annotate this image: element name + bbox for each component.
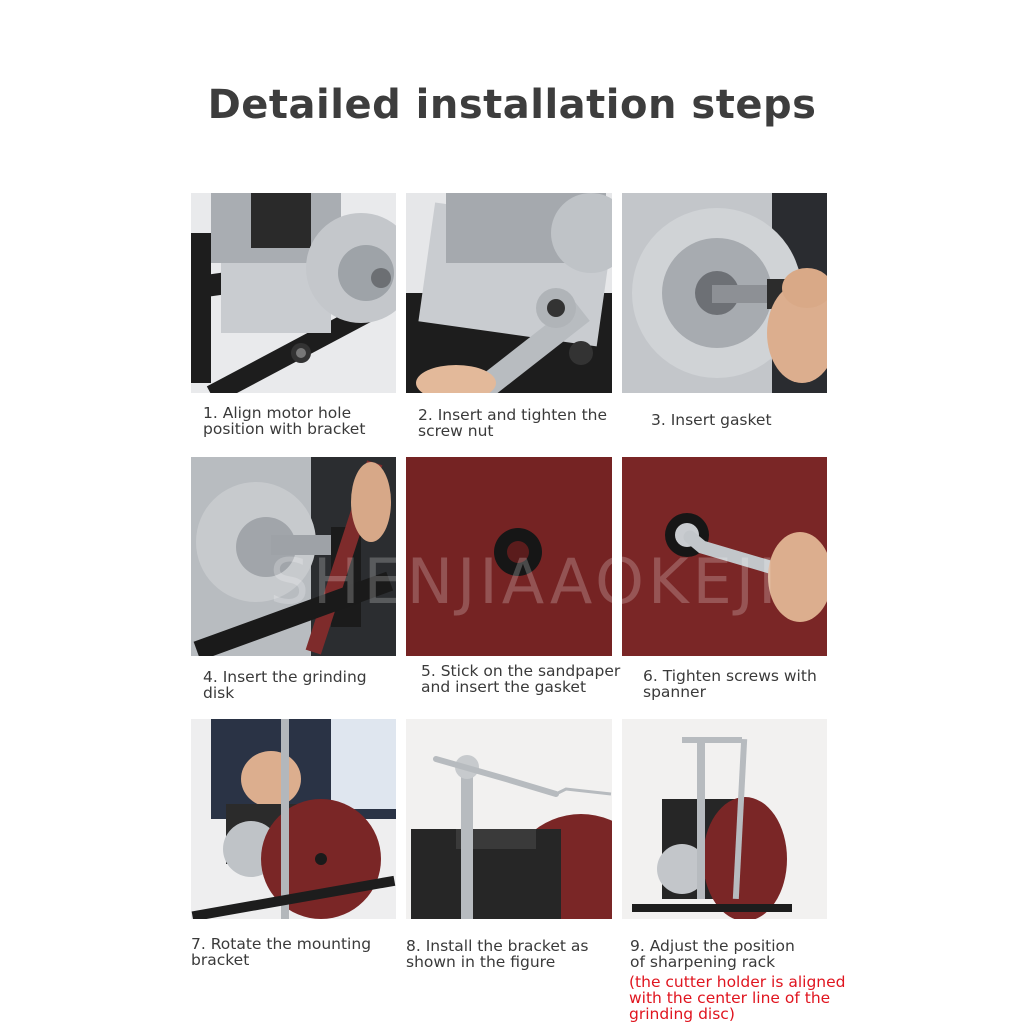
step-7-caption: 7. Rotate the mounting bracket <box>191 935 372 969</box>
page-title: Detailed installation steps <box>207 82 817 128</box>
step-5-photo <box>406 457 612 656</box>
watermark: SHENJIAAOKEJI <box>269 545 781 618</box>
step-1-photo <box>191 193 396 393</box>
step-6-caption: 6. Tighten screws with spanner <box>643 667 817 701</box>
step-4-photo <box>191 457 396 656</box>
step-9-note: (the cutter holder is aligned with the center line of the grinding disc) <box>629 973 846 1023</box>
step-9-photo <box>622 719 827 919</box>
step-2-photo <box>406 193 612 393</box>
step-3-caption: 3. Insert gasket <box>651 411 772 429</box>
step-8-caption: 8. Install the bracket as shown in the figure <box>406 937 589 971</box>
step-4-caption: 4. Insert the grinding disk <box>203 668 367 702</box>
step-8-photo <box>406 719 612 919</box>
step-9-caption: 9. Adjust the position of sharpening rack <box>630 937 795 971</box>
step-5-caption: 5. Stick on the sandpaper and insert the gasket <box>421 662 621 696</box>
step-3-photo <box>622 193 827 393</box>
step-2-caption: 2. Insert and tighten the screw nut <box>418 406 608 440</box>
step-7-photo <box>191 719 396 919</box>
step-1-caption: 1. Align motor hole position with bracket <box>203 404 366 438</box>
step-6-photo <box>622 457 827 656</box>
